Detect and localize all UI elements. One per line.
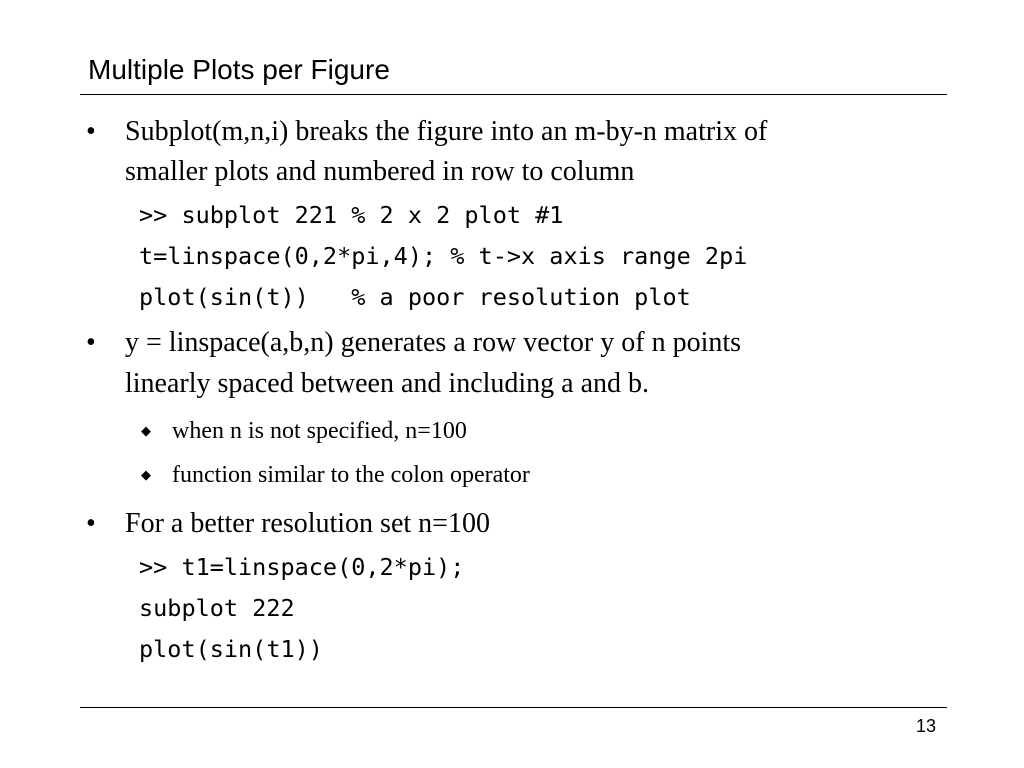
code-line: t=linspace(0,2*pi,4); % t->x axis range 2pi <box>139 242 748 270</box>
sub-bullet-text: when n is not specified, n=100 <box>172 418 467 444</box>
code-line: plot(sin(t)) % a poor resolution plot <box>139 283 691 311</box>
code-line: subplot 222 <box>139 594 295 622</box>
footer-divider <box>80 707 947 708</box>
bullet-text-line: Subplot(m,n,i) breaks the figure into an m-by-n matrix of <box>125 116 768 147</box>
bullet-marker: • <box>86 508 96 539</box>
page-number: 13 <box>915 716 936 736</box>
bullet-marker: • <box>86 116 96 147</box>
sub-bullet-text: function similar to the colon operator <box>172 462 530 488</box>
bullet-text-line: smaller plots and numbered in row to column <box>125 156 635 187</box>
code-line: >> t1=linspace(0,2*pi); <box>139 553 465 581</box>
sub-bullet-marker: ◆ <box>141 468 151 483</box>
code-line: >> subplot 221 % 2 x 2 plot #1 <box>139 201 564 229</box>
slide-title: Multiple Plots per Figure <box>88 54 390 85</box>
bullet-text-line: For a better resolution set n=100 <box>125 508 490 539</box>
bullet-text-line: linearly spaced between and including a and b. <box>125 368 650 399</box>
title-divider <box>80 94 947 95</box>
bullet-text-line: y = linspace(a,b,n) generates a row vector y of n points <box>125 327 742 358</box>
sub-bullet-marker: ◆ <box>141 424 151 439</box>
code-line: plot(sin(t1)) <box>139 635 323 663</box>
bullet-marker: • <box>86 327 96 358</box>
